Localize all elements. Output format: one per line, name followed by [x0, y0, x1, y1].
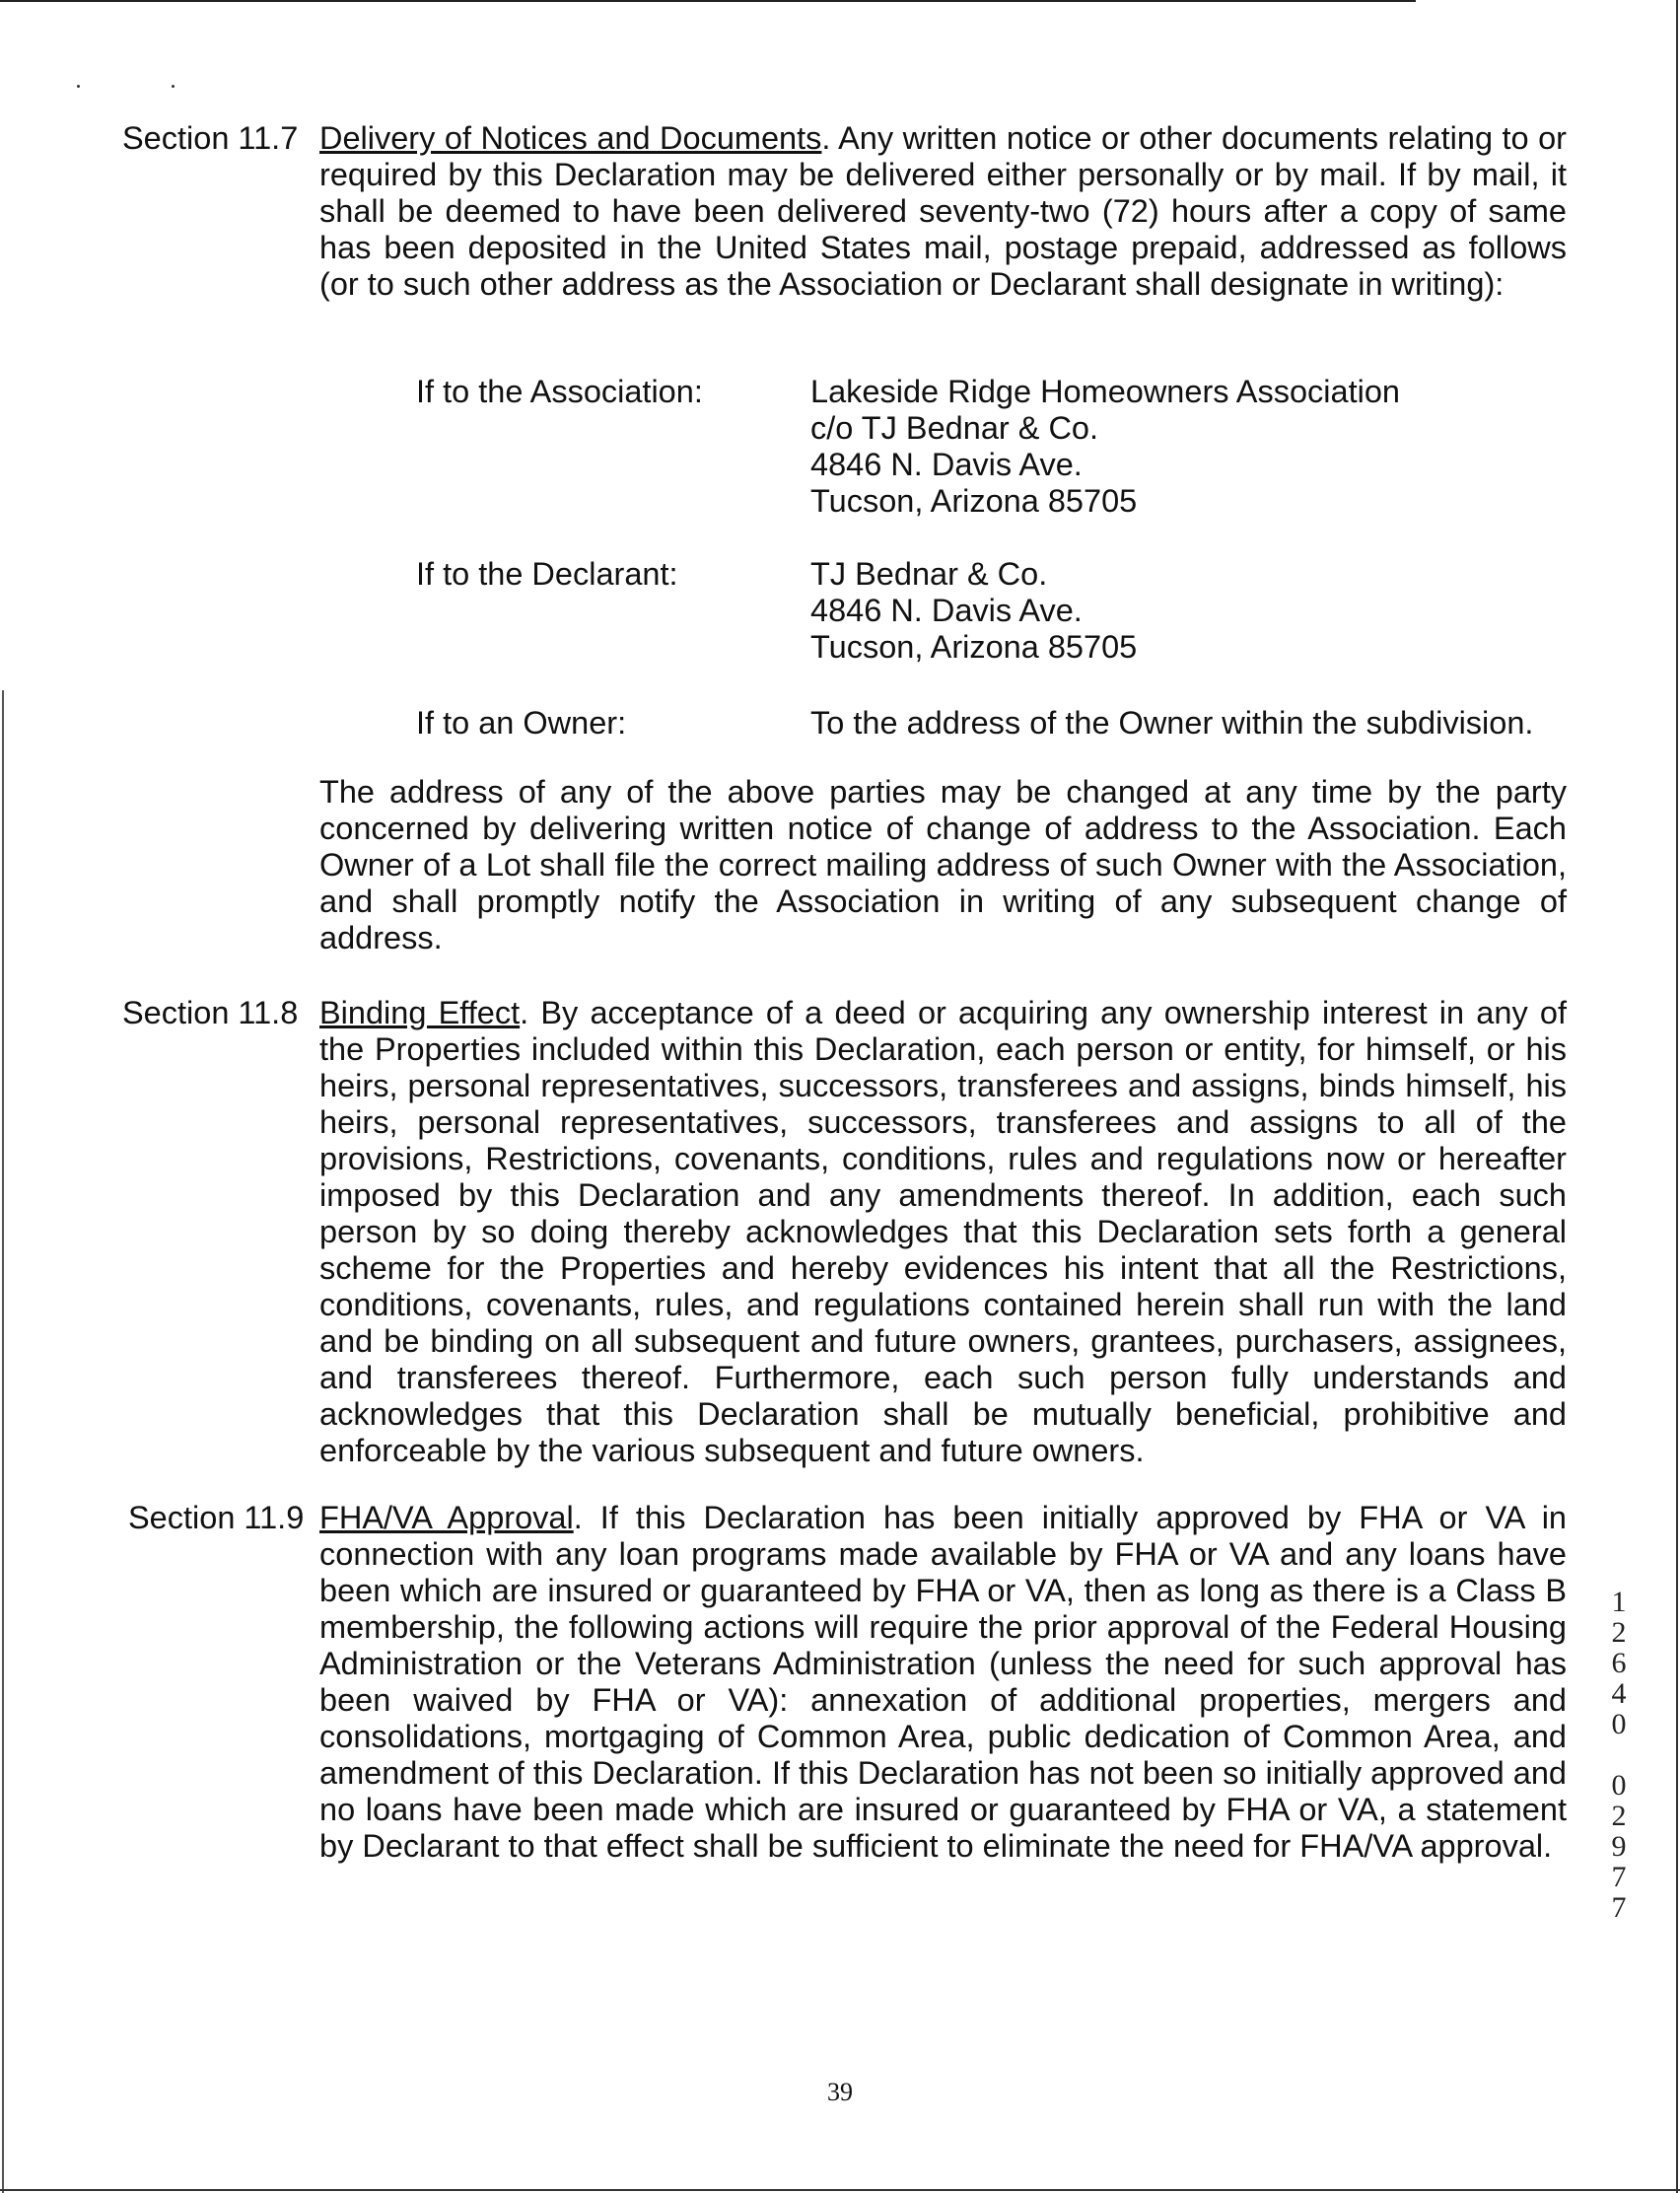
stamp-digit: 0: [1611, 1708, 1627, 1740]
stamp-digit: 7: [1611, 1891, 1627, 1924]
section-body: [319, 120, 1567, 303]
address-line: 4846 N. Davis Ave.: [810, 447, 1083, 482]
stamp-digit: 6: [1611, 1647, 1627, 1679]
address-line: TJ Bednar & Co.: [810, 556, 1048, 592]
section-text: . By acceptance of a deed or acquiring any ownership interest in any of the Properties included within this Declaration, each person or entity, for himself, or his heirs, personal representatives, successors, transferees and assigns, binds himself, his heirs, personal representatives, successors, transferees and assigns to all of the provisions, Restrictions, covenants, conditions, rules and regulations now or hereafter imposed by this Declaration and any amendments thereof. In addition, each such person by so doing thereby acknowledges that this Declaration sets forth a general scheme for the Properties and hereby evidences his intent that all the Restrictions, conditions, covenants, rules, and regulations contained herein shall run with the land and be binding on all subsequent and future owners, grantees, purchasers, assignees, and transferees thereof. Furthermore, each such person fully understands and acknowledges that this Declaration shall be mutually beneficial, prohibitive and enforceable by the various subsequent and future owners.: [319, 995, 1567, 1468]
section-text: . If this Declaration has been initially approved by FHA or VA in connection with any loan programs made available by FHA or VA and any loans have been which are insured or guaranteed by FHA or VA, then as long as there is a Class B membership, the following actions will require the prior approval of the Federal Housing Administration or the Veterans Administration (unless the need for such approval has been waived by FHA or VA): annexation of additional properties, mergers and consolidations, mortgaging of Common Area, public dedication of Common Area, and amendment of this Declaration. If this Declaration has not been so initially approved and no loans have been made which are insured or guaranteed by FHA or VA, a statement by Declarant to that effect shall be sufficient to eliminate the need for FHA/VA approval.: [319, 1500, 1567, 1864]
address-line: c/o TJ Bednar & Co.: [810, 410, 1099, 446]
section-11-8: [122, 995, 1567, 1469]
stamp-digit: 2: [1611, 1616, 1627, 1649]
address-line: To the address of the Owner within the subdivision.: [810, 705, 1534, 741]
stamp-digit: 7: [1611, 1861, 1627, 1893]
address-line: Tucson, Arizona 85705: [810, 629, 1138, 665]
section-title: Binding Effect: [319, 995, 521, 1030]
stamp-digit: 4: [1611, 1677, 1627, 1710]
address-label: If to the Association:: [416, 374, 703, 409]
address-line: 4846 N. Davis Ave.: [810, 593, 1083, 628]
address-row-declarant: [416, 556, 1570, 666]
section-body: [319, 1500, 1567, 1865]
section-text: . Any written notice or other documents relating to or required by this Declaration may be delivered either personally or by mail. If by mail, it shall be deemed to have been delivered seventy-two (72) hours after a copy of same has been deposited in the United States mail, postage prepaid, addressed as follows (or to such other address as the Association or Declarant shall designate in writing):: [319, 120, 1568, 302]
page-number: 39: [827, 2078, 853, 2106]
stamp-digit: 2: [1611, 1800, 1627, 1832]
section-title: Delivery of Notices and Documents: [319, 120, 822, 156]
section-title: FHA/VA Approval: [319, 1500, 574, 1535]
address-lines: [810, 705, 1570, 742]
address-line: Tucson, Arizona 85705: [810, 483, 1138, 519]
section-11-9: [128, 1500, 1567, 1865]
address-label: If to the Declarant:: [416, 556, 678, 592]
address-lines: [810, 556, 1570, 666]
recording-stamp: [1599, 1588, 1639, 1924]
stamp-gap: [1599, 1740, 1639, 1771]
section-label: Section 11.9: [128, 1500, 305, 1535]
stamp-digit: 1: [1611, 1586, 1627, 1618]
address-row-association: [416, 374, 1570, 520]
address-row-owner: [416, 705, 1570, 742]
section-body: [319, 995, 1567, 1469]
address-lines: [810, 374, 1570, 520]
address-label: If to an Owner:: [416, 705, 627, 741]
address-change-paragraph: The address of any of the above parties may be changed at any time by the party concerned by delivering written notice of change of address to the Association. Each Owner of a Lot shall file the correct mailing address of such Owner with the Association, and shall promptly notify the Association in writing of any subsequent change of address.: [319, 774, 1567, 955]
stamp-digit: 0: [1611, 1769, 1627, 1802]
section-11-7: [122, 120, 1567, 303]
address-table: [416, 374, 1570, 742]
section-label: Section 11.8: [122, 995, 299, 1030]
stamp-digit: 9: [1611, 1830, 1627, 1863]
section-label: Section 11.7: [122, 120, 299, 156]
address-line: Lakeside Ridge Homeowners Association: [810, 374, 1400, 409]
